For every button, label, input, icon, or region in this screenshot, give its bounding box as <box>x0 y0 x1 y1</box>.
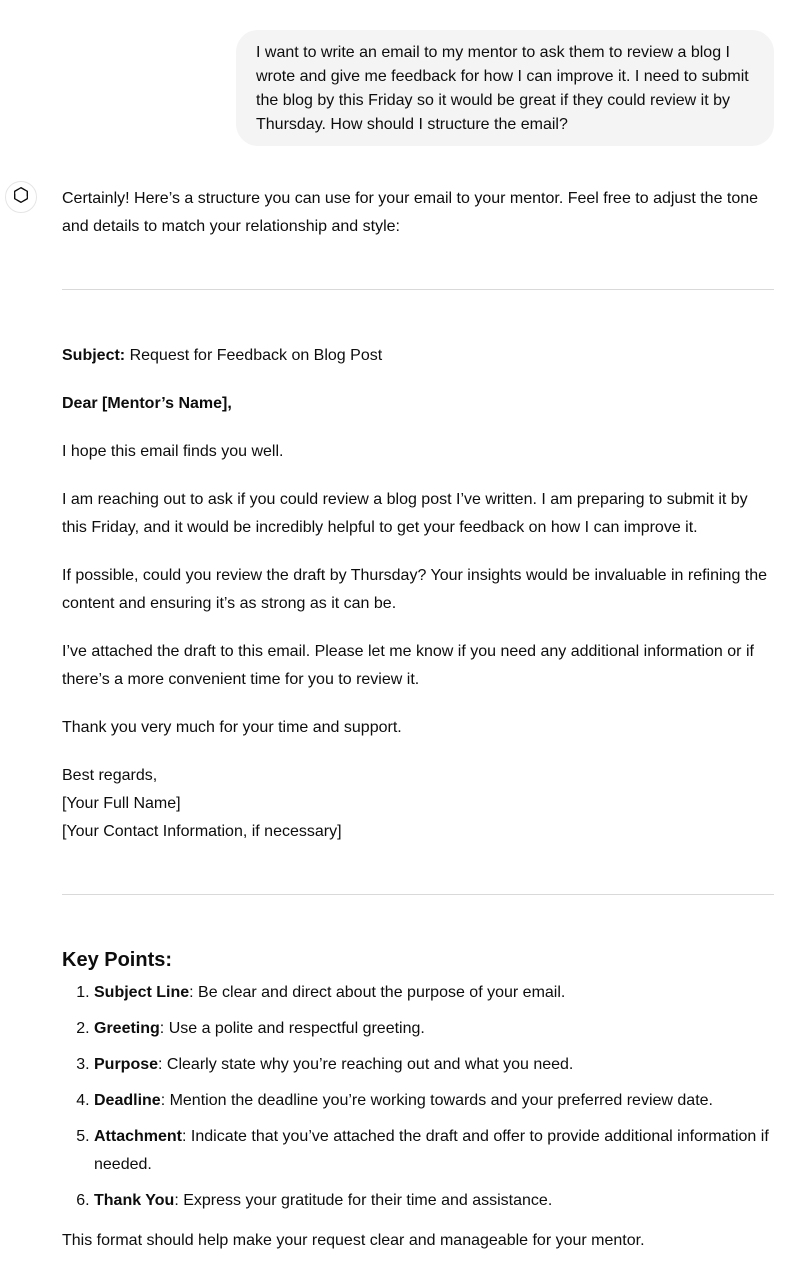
key-point-label: Thank You <box>94 1192 175 1209</box>
key-point-label: Purpose <box>94 1056 159 1073</box>
key-point-item <box>94 979 774 1007</box>
key-point-text: : Mention the deadline you’re working towards and your preferred review date. <box>160 1092 713 1109</box>
assistant-avatar <box>5 181 37 213</box>
assistant-intro: Certainly! Here’s a structure you can use for your email to your mentor. Feel free to adjust the tone and details to match your relationship and style: <box>62 190 759 235</box>
key-point-label: Subject Line <box>94 984 190 1001</box>
email-greeting: Dear [Mentor’s Name], <box>62 395 232 412</box>
key-point-item <box>94 1187 774 1215</box>
key-point-text: : Express your gratitude for their time and assistance. <box>174 1192 553 1209</box>
key-point-item <box>94 1123 774 1179</box>
key-point-label: Attachment <box>94 1128 183 1145</box>
key-point-text: : Indicate that you’ve attached the draft and offer to provide additional information if needed. <box>94 1128 769 1173</box>
key-point-item <box>94 1015 774 1043</box>
email-template <box>62 290 774 894</box>
key-point-text: : Be clear and direct about the purpose of your email. <box>189 984 566 1001</box>
email-paragraph: If possible, could you review the draft by Thursday? Your insights would be invaluable in refining the content and ensuring it’s as strong as it can be. <box>62 567 768 612</box>
email-signature-contact: [Your Contact Information, if necessary] <box>62 823 342 840</box>
key-points-list <box>62 979 774 1215</box>
openai-logo-icon <box>11 185 31 210</box>
email-subject-line <box>62 342 774 370</box>
email-paragraph: I’ve attached the draft to this email. Please let me know if you need any additional information or if there’s a more convenient time for you to review it. <box>62 643 754 688</box>
email-paragraph: I am reaching out to ask if you could review a blog post I’ve written. I am preparing to submit it by this Friday, and it would be incredibly helpful to get your feedback on how I can improve it. <box>62 491 748 536</box>
assistant-closing: This format should help make your request clear and manageable for your mentor. <box>62 1232 645 1249</box>
email-signature-name: [Your Full Name] <box>62 795 181 812</box>
email-signoff: Best regards, <box>62 767 158 784</box>
email-paragraph: Thank you very much for your time and support. <box>62 719 402 736</box>
key-points-heading: Key Points: <box>62 949 173 971</box>
key-point-item <box>94 1051 774 1079</box>
key-point-text: : Clearly state why you’re reaching out and what you need. <box>158 1056 574 1073</box>
email-paragraph: I hope this email finds you well. <box>62 443 284 460</box>
email-subject-text: Request for Feedback on Blog Post <box>125 347 383 364</box>
key-point-label: Greeting <box>94 1020 160 1037</box>
assistant-message <box>62 185 774 1255</box>
user-message-bubble <box>236 30 774 146</box>
key-point-item <box>94 1087 774 1115</box>
key-point-label: Deadline <box>94 1092 161 1109</box>
email-subject-label: Subject: <box>62 347 126 364</box>
user-message-text: I want to write an email to my mentor to ask them to review a blog I wrote and give me feedback for how I can improve it. I need to submit the blog by this Friday so it would be great if they could review it by Thursday. How should I structure the email? <box>256 44 749 133</box>
key-point-text: : Use a polite and respectful greeting. <box>159 1020 425 1037</box>
email-signature <box>62 762 774 846</box>
divider <box>62 894 774 895</box>
